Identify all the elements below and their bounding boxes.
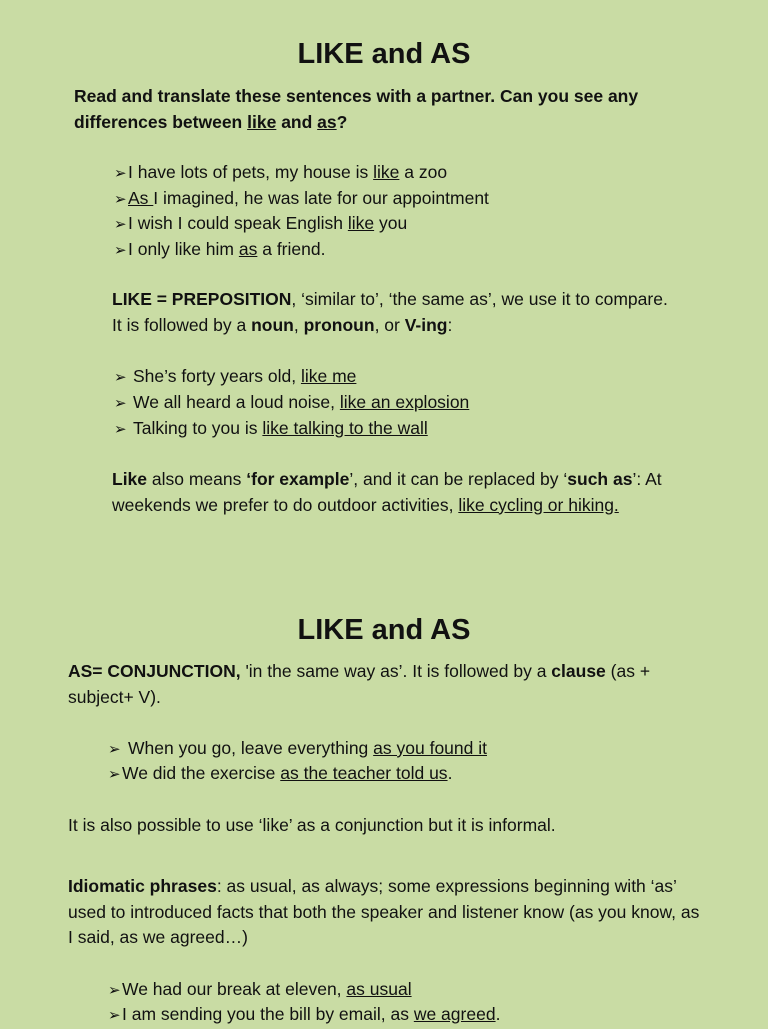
sentence-underlined: as you found it [373,738,487,758]
sentence-text: . [447,763,453,783]
intro-paragraph [74,84,714,135]
arrow-bullet-icon: ➢ [108,766,121,783]
arrow-bullet-icon: ➢ [108,1007,121,1024]
list-item [114,416,428,443]
page-title-top: LIKE and AS [297,38,471,70]
arrow-bullet-icon: ➢ [108,741,121,758]
sentence-underlined: like [373,162,400,182]
idioms-heading: Idiomatic phrases [68,876,217,896]
sentence-underlined: as the teacher told us [280,763,448,783]
preposition-heading: LIKE = PREPOSITION [112,289,292,309]
list-item [108,1002,500,1029]
preposition-text: : [447,314,453,335]
preposition-text: , ‘similar to’, ‘the same as’, we use it to compare. It is followed by a [112,289,668,335]
for-example-term: ‘for example [246,469,350,489]
list-item [114,390,469,417]
list-item [114,211,407,238]
arrow-bullet-icon: ➢ [114,369,127,386]
conjunction-paragraph [68,659,708,710]
sentence-text: a friend. [257,238,326,259]
example-paragraph [112,467,697,518]
intro-like: like [247,111,277,132]
intro-as: as [317,111,337,132]
like-term: Like [112,469,148,489]
informal-paragraph: It is also possible to use ‘like’ as a conjunction but it is informal. [68,815,556,835]
conjunction-text: 'in the same way as’. It is followed by a [240,661,552,681]
arrow-bullet-icon: ➢ [114,216,127,233]
list-item [114,186,489,213]
sentence-text: I am sending you the bill by email, as [122,1004,414,1024]
sentence-text: Talking to you is [133,418,263,438]
list-item [108,761,452,788]
sentence-text: When you go, leave everything [128,738,374,758]
sentence-underlined: like me [300,366,357,386]
sentence-underlined: as usual [346,979,412,999]
sentence-underlined: As [128,187,154,208]
example-text: also means [147,469,247,489]
sentence-text: I imagined, he was late for our appointment [153,187,489,208]
sentence-text: I wish I could speak English [128,213,348,233]
intro-text: Read and translate these sentences with a partner. Can you see any differences between [74,86,639,132]
sentence-underlined: as [238,238,258,259]
arrow-bullet-icon: ➢ [114,395,127,412]
sentence-text: She’s forty years old, [133,366,301,386]
list-item [114,237,325,264]
page-title-bottom: LIKE and AS [297,614,471,646]
arrow-bullet-icon: ➢ [114,421,127,438]
list-item [114,160,447,187]
sentence-text: I have lots of pets, my house is [128,162,374,182]
noun-term: noun [251,314,294,335]
intro-q: ? [336,111,348,132]
intro-and: and [276,111,318,132]
sentence-text: you [374,213,408,233]
idioms-text: : as usual, as always; some expressions beginning with ‘as’ used to introduced facts that both the speaker and listener know (as you know, as I said, as we agreed…) [68,876,700,947]
sentence-text: . [495,1004,501,1024]
sentence-underlined: like talking to the wall [262,418,428,438]
sentence-text: I only like him [128,238,239,259]
sentence-text: We did the exercise [122,763,281,783]
preposition-text: , or [374,314,405,335]
list-item [108,736,487,763]
example-underlined: like cycling or hiking. [458,494,619,515]
conjunction-heading: AS= CONJUNCTION, [68,661,241,681]
sentence-text: We all heard a loud noise, [133,392,340,412]
sentence-underlined: like an explosion [339,392,470,412]
ving-term: V-ing [404,314,448,335]
example-text: ’: At weekends we prefer to do outdoor activities, [112,469,662,515]
list-item [108,977,412,1004]
preposition-text: , [293,314,304,335]
sentence-text: a zoo [399,162,448,182]
arrow-bullet-icon: ➢ [114,165,127,182]
preposition-paragraph [112,287,672,338]
arrow-bullet-icon: ➢ [114,241,127,259]
sentence-underlined: we agreed [413,1004,496,1024]
sentence-text: We had our break at eleven, [122,979,347,999]
arrow-bullet-icon: ➢ [108,982,121,999]
idioms-paragraph [68,874,708,951]
conjunction-text: (as + subject+ V). [68,661,651,707]
list-item [114,364,356,391]
clause-term: clause [551,661,606,681]
arrow-bullet-icon: ➢ [114,190,127,208]
pronoun-term: pronoun [303,314,375,335]
example-text: ’, and it can be replaced by ‘ [349,469,568,489]
such-as-term: such as [567,469,633,489]
sentence-underlined: like [347,213,375,233]
